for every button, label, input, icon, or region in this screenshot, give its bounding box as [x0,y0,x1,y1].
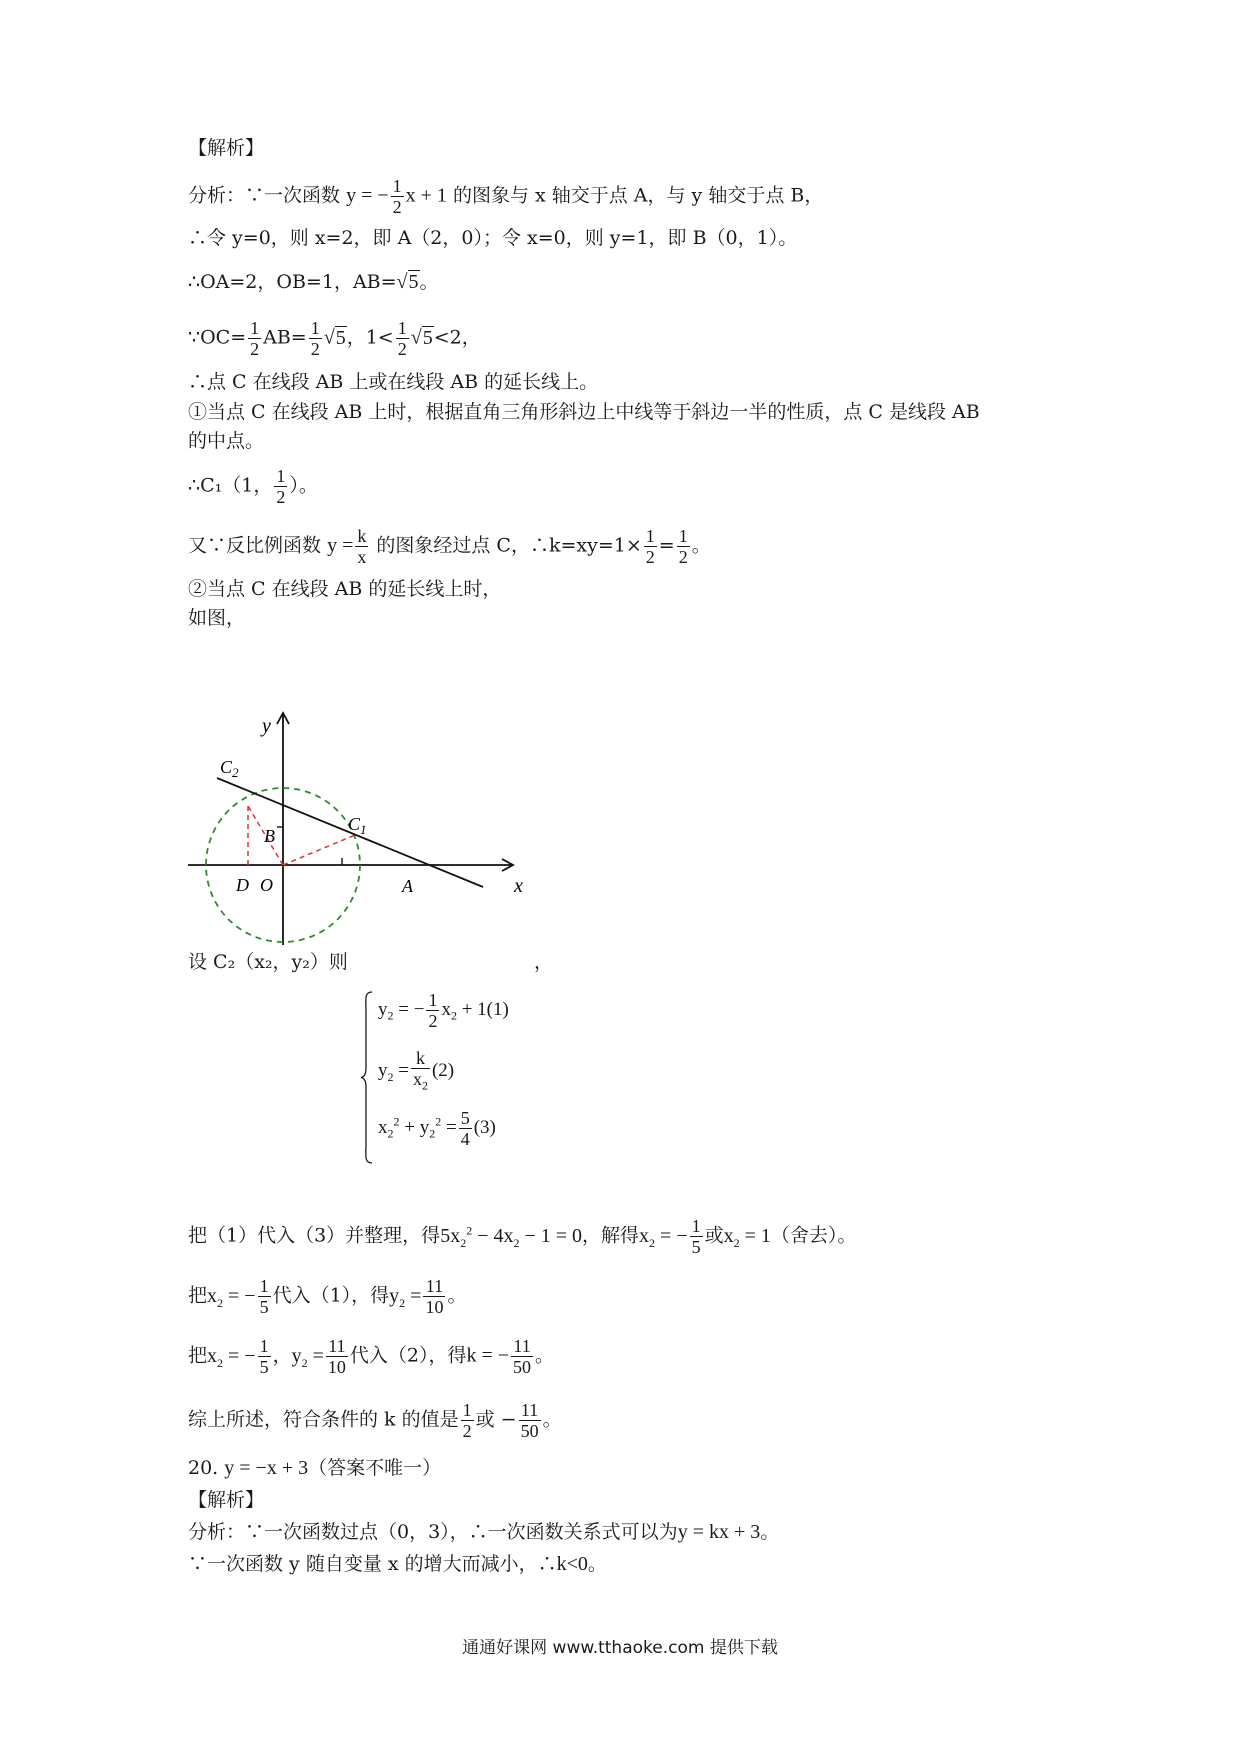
equation-1: $y_2$ = − $\frac{1}{2}$ $x_2 + 1(1)$ [378,990,509,1031]
analysis-line-8: ∴C₁（1， $\frac{1}{2}$ ）。 [188,466,318,507]
equation-2: $y_2$ = $\frac{k}{x_2}$ (2) [378,1048,455,1093]
analysis-line-5: ∴点 C 在线段 AB 上或在线段 AB 的延长线上。 [188,371,599,393]
analysis-line-4: ∵OC= $\frac{1}{2}$ AB= $\frac{1}{2}$ √5，1< $\frac{1}{2}$ √5<2， [188,318,481,359]
equation-system [360,990,550,1165]
page-footer: 通通好课网 www.tthaoke.com 提供下载 [462,1638,778,1658]
label-b: B [264,826,275,846]
analysis-line-12: 把（1）代入（3）并整理，得$5x_2^2 - 4x_2 - 1 = 0$，解得$x_2$ = − $\frac{1}{5}$ 或$x_2 = 1$（舍去）。 [188,1216,857,1257]
analysis-line-2: ∴令 y=0，则 x=2，即 A（2，0）；令 x=0，则 y=1，即 B（0，1）。 [188,227,798,249]
label-c2: $C_2$ [220,757,239,780]
heading-analysis-2: 【解析】 [188,1489,265,1511]
analysis-line-7: 的中点。 [188,430,265,452]
segment-oc1 [283,835,355,865]
analysis-line-13: 把$x_2$ = − $\frac{1}{5}$ 代入（1），得$y_2$ = $\frac{11}{10}$ 。 [188,1276,467,1317]
system-intro: 设 C₂（x₂，y₂）则 [188,951,348,973]
analysis-line-17: 分析：∵一次函数过点（0，3），∴一次函数关系式可以为y = kx + 3。 [188,1521,780,1543]
analysis-line-14: 把$x_2$ = − $\frac{1}{5}$ ，$y_2$ = $\frac{11}{10}$ 代入（2），得k = − $\frac{11}{50}$ 。 [188,1336,555,1377]
analysis-line-1: 分析：∵一次函数 y = − $\frac{1}{2}$ x + 1 的图象与 x 轴交于点 A，与 y 轴交于点 B， [188,176,824,217]
heading-analysis: 【解析】 [188,137,265,159]
analysis-line-10: ②当点 C 在线段 AB 的延长线上时， [188,578,502,600]
analysis-line-18: ∵一次函数 y 随自变量 x 的增大而减小，∴k<0。 [188,1553,607,1575]
analysis-line-9: 又∵反比例函数 y = $\frac{k}{x}$ 的图象经过点 C，∴k=xy=1× $\frac{1}{2}$ = $\frac{1}{2}$ 。 [188,526,711,567]
analysis-line-6: ①当点 C 在线段 AB 上时，根据直角三角形斜边上中线等于斜边一半的性质，点 C 是线段 AB [188,401,980,423]
label-d: D [236,875,249,895]
label-x: x [514,875,523,897]
label-o: O [260,875,273,895]
coordinate-figure [180,700,530,950]
left-brace [360,990,374,1165]
analysis-line-3: ∴OA=2，OB=1，AB=√5。 [188,271,439,293]
label-y: y [262,715,271,737]
label-c1: $C_1$ [348,814,367,837]
label-a: A [402,876,413,896]
system-comma: ， [534,951,554,973]
analysis-line-15: 综上所述，符合条件的 k 的值是 $\frac{1}{2}$ 或 − $\frac{11}{50}$ 。 [188,1400,562,1441]
answer-20: 20. y = −x + 3（答案不唯一） [188,1457,442,1479]
analysis-line-11: 如图， [188,607,246,629]
equation-3: $x_2^2 + y_2^2$ = $\frac{5}{4}$ (3) [378,1108,496,1149]
